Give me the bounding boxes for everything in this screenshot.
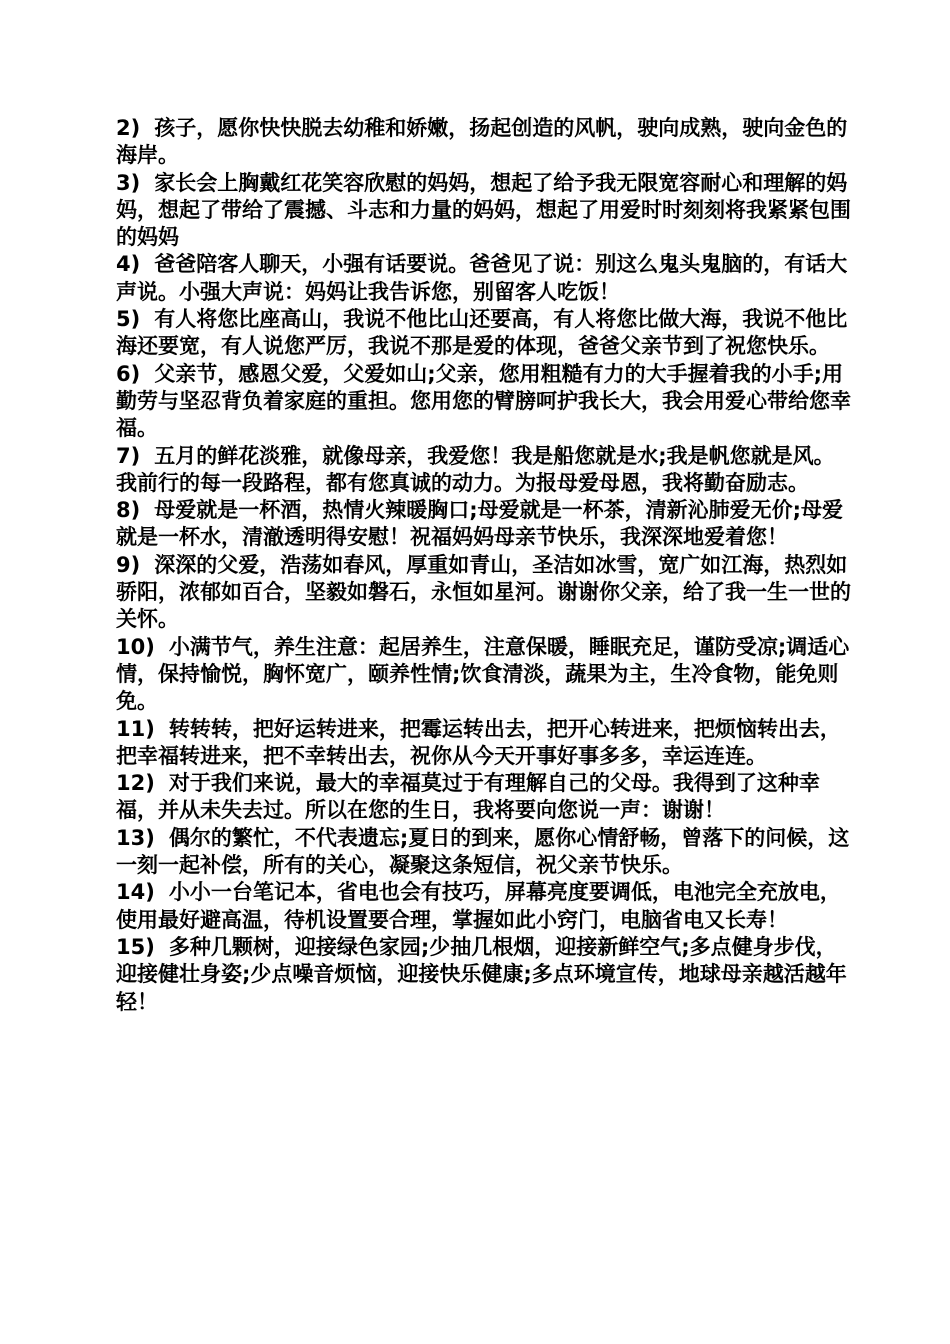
list-item xyxy=(116,552,851,634)
item-number: 13) xyxy=(116,825,155,850)
item-number: 5) xyxy=(116,307,141,332)
item-text: 转转转，把好运转进来，把霉运转出去，把开心转进来，把烦恼转出去，把幸福转进来，把不幸转出去，祝你从今天开事好事多多，幸运连连。 xyxy=(116,716,841,768)
item-text: 对于我们来说，最大的幸福莫过于有理解自己的父母。我得到了这种幸福，并从未失去过。所以在您的生日，我将要向您说一声：谢谢！ xyxy=(116,771,820,823)
list-item xyxy=(116,443,851,498)
document-body xyxy=(116,115,851,1016)
list-item xyxy=(116,634,851,716)
item-text: 孩子，愿你快快脱去幼稚和娇嫩，扬起创造的风帆，驶向成熟，驶向金色的海岸。 xyxy=(116,116,848,168)
item-number: 11) xyxy=(116,716,155,741)
item-number: 7) xyxy=(116,443,141,468)
list-item xyxy=(116,879,851,934)
item-text: 偶尔的繁忙，不代表遗忘;夏日的到来，愿你心情舒畅，曾落下的问候，这一刻一起补偿，所有的关心，凝聚这条短信，祝父亲节快乐。 xyxy=(116,825,850,878)
list-item xyxy=(116,770,851,825)
list-item xyxy=(116,716,851,771)
item-number: 9) xyxy=(116,552,141,577)
list-item xyxy=(116,115,851,170)
list-item xyxy=(116,361,851,443)
list-item xyxy=(116,306,851,361)
item-text: 母爱就是一杯酒，热情火辣暖胸口;母爱就是一杯茶，清新沁肺爱无价;母爱就是一杯水，清澈透明得安慰！祝福妈妈母亲节快乐，我深深地爱着您！ xyxy=(116,498,844,550)
item-number: 14) xyxy=(116,880,155,905)
item-text: 父亲节，感恩父爱，父爱如山;父亲，您用粗糙有力的大手握着我的小手;用勤劳与坚忍背负着家庭的重担。您用您的臂膀呵护我长大，我会用爱心带给您幸福。 xyxy=(116,361,851,441)
item-number: 8) xyxy=(116,498,141,523)
item-number: 10) xyxy=(116,634,155,659)
item-text: 小小一台笔记本，省电也会有技巧，屏幕亮度要调低，电池完全充放电，使用最好避高温，待机设置要合理，掌握如此小窍门，电脑省电又长寿！ xyxy=(116,880,841,932)
item-text: 家长会上胸戴红花笑容欣慰的妈妈，想起了给予我无限宽容耐心和理解的妈妈，想起了带给了震撼、斗志和力量的妈妈，想起了用爱时时刻刻将我紧紧包围的妈妈 xyxy=(116,170,851,250)
item-number: 3) xyxy=(116,170,141,195)
list-item xyxy=(116,497,851,552)
item-text: 有人将您比座高山，我说不他比山还要高，有人将您比做大海，我说不他比海还要宽，有人说您严厉，我说不那是爱的体现，爸爸父亲节到了祝您快乐。 xyxy=(116,307,848,359)
item-number: 4) xyxy=(116,252,141,277)
list-item xyxy=(116,251,851,306)
item-number: 6) xyxy=(116,361,141,386)
item-text: 小满节气，养生注意：起居养生，注意保暖，睡眠充足，谨防受凉;调适心情，保持愉悦，胸怀宽广，颐养性情;饮食清淡，蔬果为主，生冷食物，能免则免。 xyxy=(116,634,850,714)
item-number: 2) xyxy=(116,116,141,140)
item-text: 五月的鲜花淡雅，就像母亲，我爱您！我是船您就是水;我是帆您就是风。我前行的每一段路程，都有您真诚的动力。为报母爱母恩，我将勤奋励志。 xyxy=(116,443,835,495)
item-text: 多种几颗树，迎接绿色家园;少抽几根烟，迎接新鲜空气;多点健身步伐，迎接健壮身姿;少点噪音烦恼，迎接快乐健康;多点环境宣传，地球母亲越活越年轻！ xyxy=(116,934,847,1014)
list-item xyxy=(116,934,851,1016)
list-item xyxy=(116,170,851,252)
item-number: 15) xyxy=(116,934,155,959)
list-item xyxy=(116,825,851,880)
item-text: 爸爸陪客人聊天，小强有话要说。爸爸见了说：别这么鬼头鬼脑的，有话大声说。小强大声说：妈妈让我告诉您，别留客人吃饭！ xyxy=(116,252,848,304)
item-number: 12) xyxy=(116,771,155,796)
item-text: 深深的父爱，浩荡如春风，厚重如青山，圣洁如冰雪，宽广如江海，热烈如骄阳，浓郁如百合，坚毅如磐石，永恒如星河。谢谢你父亲，给了我一生一世的关怀。 xyxy=(116,552,851,632)
